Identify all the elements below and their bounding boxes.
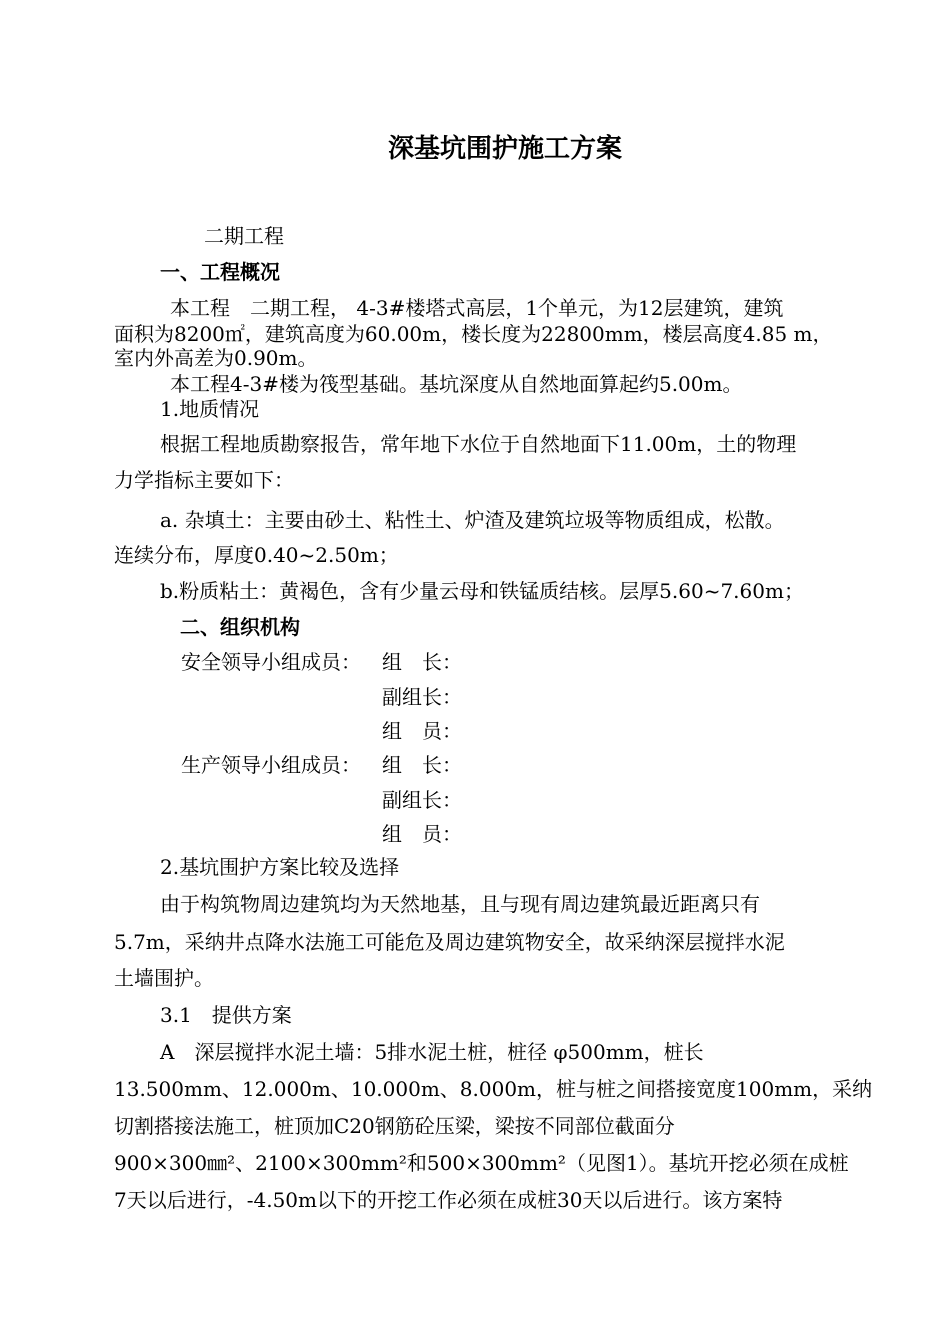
soil-b: b.粉质粘土：黄褐色，含有少量云母和铁锰质结核。层厚5.60~7.60m； (160, 579, 804, 603)
option-a-line5: 7天以后进行，-4.50m以下的开挖工作必须在成桩30天以后进行。该方案特 (114, 1188, 783, 1212)
page-title: 深基坑围护施工方案 (388, 134, 623, 164)
geology-para-line1: 根据工程地质勘察报告，常年地下水位于自然地面下11.00m，土的物理 (160, 432, 797, 456)
overview-para1-line2: 面积为8200㎡，建筑高度为60.00m，楼长度为22800mm，楼层高度4.85 m， (114, 322, 833, 346)
scheme-para-line3: 土墙围护。 (114, 966, 214, 990)
scheme-para-line2: 5.7m，采纳井点降水法施工可能危及周边建筑物安全，故采纳深层搅拌水泥 (114, 930, 785, 954)
geology-heading: 1.地质情况 (160, 397, 260, 421)
safety-role-leader: 组 长： (382, 650, 462, 674)
production-role-member: 组 员： (382, 822, 462, 846)
safety-group-label: 安全领导小组成员： (181, 650, 361, 674)
option-a-line2: 13.500mm、12.000m、10.000m、8.000m，桩与桩之间搭接宽度100mm，采纳 (114, 1077, 873, 1101)
project-name: 二期工程 (204, 224, 284, 248)
production-group-label: 生产领导小组成员： (181, 753, 361, 777)
scheme-para-line1: 由于构筑物周边建筑均为天然地基，且与现有周边建筑最近距离只有 (160, 892, 760, 916)
section-heading-organization: 二、组织机构 (180, 615, 300, 639)
production-role-leader: 组 长： (382, 753, 462, 777)
option-a-line4: 900×300㎜²、2100×300mm²和500×300mm²（见图1）。基坑开挖必须在成桩 (114, 1151, 849, 1175)
production-role-deputy: 副组长： (382, 788, 462, 812)
scheme-heading: 2.基坑围护方案比较及选择 (160, 855, 400, 879)
safety-role-member: 组 员： (382, 719, 462, 743)
option-a-line1: A 深层搅拌水泥土墙：5排水泥土桩，桩径 φ500mm，桩长 (160, 1040, 704, 1064)
soil-a-line1: a. 杂填土：主要由砂土、粘性土、炉渣及建筑垃圾等物质组成，松散。 (160, 508, 785, 532)
overview-para1-line1: 本工程 二期工程， 4-3#楼塔式高层，1个单元，为12层建筑，建筑 (170, 296, 784, 320)
safety-role-deputy: 副组长： (382, 685, 462, 709)
option-a-line3: 切割搭接法施工，桩顶加C20钢筋砼压梁，梁按不同部位截面分 (114, 1114, 675, 1138)
geology-para-line2: 力学指标主要如下： (114, 468, 294, 492)
overview-para1-line3: 室内外高差为0.90m。 (114, 346, 318, 370)
sub-heading-options: 3.1 提供方案 (160, 1003, 292, 1027)
soil-a-line2: 连续分布，厚度0.40~2.50m； (114, 543, 399, 567)
overview-para2: 本工程4-3#楼为筏型基础。基坑深度从自然地面算起约5.00m。 (170, 372, 743, 396)
section-heading-overview: 一、工程概况 (160, 260, 280, 284)
